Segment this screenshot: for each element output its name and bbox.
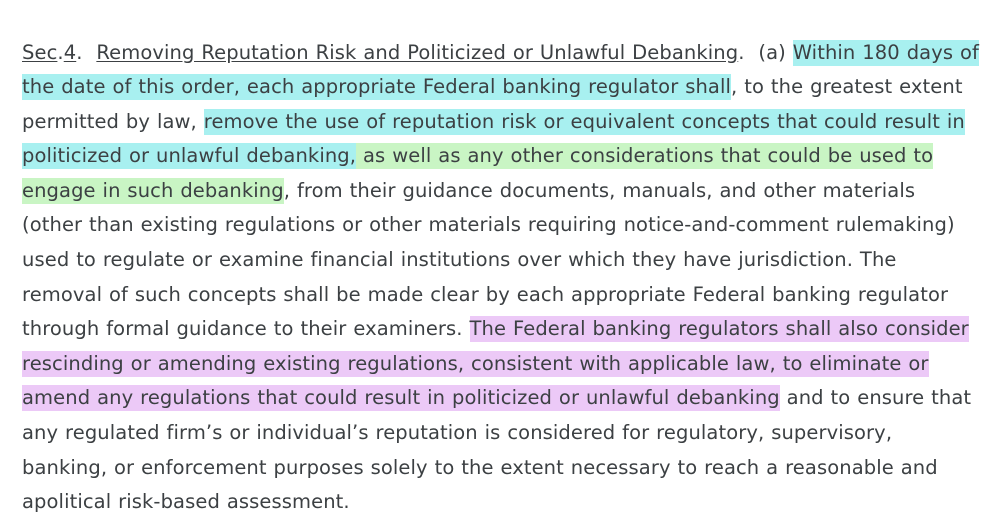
highlight-segment-purple-1: The Federal banking regulators shall also consider rescinding or amending existing regulations, consistent with applicable law, to eliminate or amend any regulations that could result in politicized or unlawful debanking [22,317,969,410]
section-paragraph [22,36,980,520]
section-label [22,41,57,64]
subsection-spacer [786,41,793,64]
section-title: Removing Reputation Risk and Politicized or Unlawful Debanking [96,40,739,64]
section-title-period: . [738,40,745,64]
highlight-segment-cyan-2: remove the use of reputation risk or equivalent concepts that could result in politicized or unlawful debanking, [22,109,965,168]
subsection-gap [745,41,759,64]
subsection-marker: (a) [758,40,786,64]
section-label-period: . [57,40,64,64]
section-label-text: Sec [22,40,58,64]
highlight-segment-cyan-1: Within 180 days of the date of this order, each appropriate Federal banking regulator shall [22,40,980,99]
plain-segment-1: , to the greatest extent permitted by law, [22,75,963,133]
section-gap [83,41,97,64]
plain-segment-2: , from their guidance documents, manuals, and other materials (other than existing regulations or other materials requiring notice-and-comment rulemaking) used to regulate or examine financial institutions over which they have jurisdiction. The removal of such concepts shall be made clear by each appropriate Federal banking regulator through formal guidance to their examiners. [22,178,955,341]
highlight-segment-green-1: as well as any other considerations that could be used to engage in such debanking [22,144,934,202]
section-number-period: . [76,40,83,64]
section-number: 4 [63,40,77,64]
plain-segment-3: and to ensure that any regulated firm’s or individual’s reputation is considered for regulatory, supervisory, banking, or enforcement purposes solely to the extent necessary to reach a reasonable and apolitical risk-based assessment. [22,386,972,514]
